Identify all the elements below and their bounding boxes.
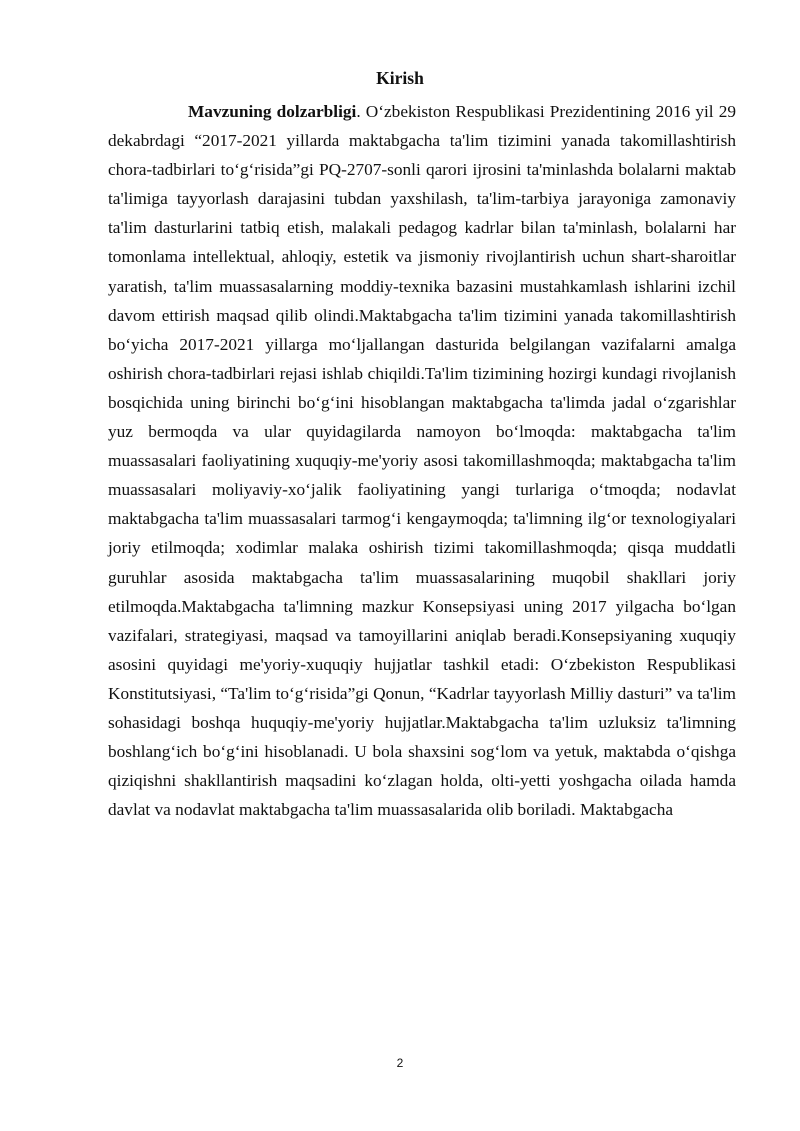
lead-heading: Mavzuning dolzarbligi [188,102,357,121]
page-number: 2 [396,1056,404,1070]
body-text: . O‘zbekiston Respublikasi Prezidentining 2016 yil 29 dekabrdagi “2017-2021 yillarda maktabgacha ta'lim tizimini yanada takomillashtirish chora-tadbirlari to‘g‘risida”gi PQ-2707-sonli qarori ijrosini ta'minlashda bolalarni maktab ta'limiga tayyorlash darajasini tubdan yaxshilash, ta'lim-tarbiya jarayoniga zamonaviy ta'lim dasturlarini tatbiq etish, malakali pedagog kadrlar bilan ta'minlash, bolalarni har tomonlama intellektual, ahloqiy, estetik va jismoniy rivojlantirish uchun shart-sharoitlar yaratish, ta'lim muassasalarning moddiy-texnika bazasini mustahkamlash ishlarini izchil davom ettirish maqsad qilib olindi.Maktabgacha ta'lim tizimini yanada takomillashtirish bo‘yicha 2017-2021 yillarga mo‘ljallangan dasturida belgilangan vazifalarni amalga oshirish chora-tadbirlari rejasi ishlab chiqildi.Ta'lim tizimining hozirgi kundagi rivojlanish bosqichida uning birinchi bo‘g‘ini hisoblangan maktabgacha ta'limda jadal o‘zgarishlar yuz bermoqda va ular quyidagilarda namoyon bo‘lmoqda: maktabgacha ta'lim muassasalari faoliyatining xuquqiy-me'yoriy asosi takomillashmoqda; maktabgacha ta'lim muassasalari moliyaviy-xo‘jalik faoliyatining yangi turlariga o‘tmoqda; nodavlat maktabgacha ta'lim muassasalari tarmog‘i kengaymoqda; ta'limning ilg‘or texnologiyalari joriy etilmoqda; xodimlar malaka oshirish tizimi takomillashmoqda; qisqa muddatli guruhlar asosida maktabgacha ta'lim muassasalarining muqobil shakllari joriy etilmoqda.Maktabgacha ta'limning mazkur Konsepsiyasi uning 2017 yilgacha bo‘lgan vazifalari, strategiyasi, maqsad va tamoyillarini aniqlab beradi.Konsepsiyaning xuquqiy asosini quyidagi me'yoriy-xuquqiy hujjatlar tashkil etadi: O‘zbekiston Respublikasi Konstitutsiyasi, “Ta'lim to‘g‘risida”gi Qonun, “Kadrlar tayyorlash Milliy dasturi” va ta'lim sohasidagi boshqa huquqiy-me'yoriy hujjatlar.Maktabgacha ta'lim uzluksiz ta'limning boshlang‘ich bo‘g‘ini hisoblanadi. U bola shaxsini sog‘lom va yetuk, maktabda o‘qishga qiziqishni shakllantirish maqsadini ko‘zlagan holda, olti-yetti yoshgacha oilada hamda davlat va nodavlat maktabgacha ta'lim muassasalarida olib boriladi. Maktabgacha [108,102,736,820]
section-title: Kirish [376,68,424,88]
body-paragraph [108,97,736,824]
